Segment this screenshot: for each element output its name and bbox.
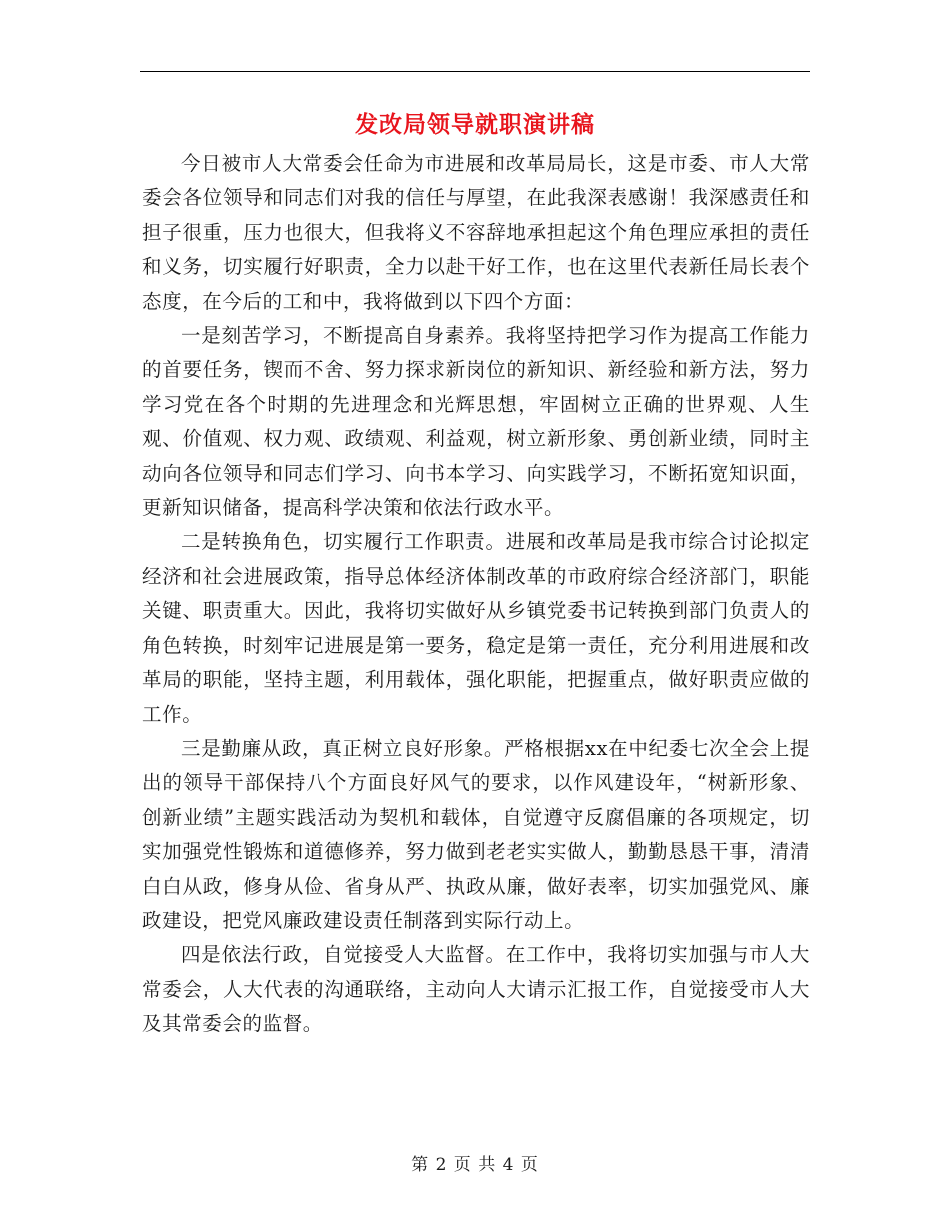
header-rule	[140, 71, 810, 72]
paragraph-point-2: 二是转换角色，切实履行工作职责。进展和改革局是我市综合讨论拟定经济和社会进展政策，指导总体经济体制改革的市政府综合经济部门，职能关键、职责重大。因此，我将切实做好从乡镇党委书记转换到部门负责人的角色转换，时刻牢记进展是第一要务，稳定是第一责任，充分利用进展和改革局的职能，坚持主题，利用载体，强化职能，把握重点，做好职责应做的工作。	[142, 530, 810, 726]
paragraph-intro: 今日被市人大常委会任命为市进展和改革局局长，这是市委、市人大常委会各位领导和同志们对我的信任与厚望，在此我深表感谢！我深感责任和担子很重，压力也很大，但我将义不容辞地承担起这个角色理应承担的责任和义务，切实履行好职责，全力以赴干好工作，也在这里代表新任局长表个态度，在今后的工和中，我将做到以下四个方面：	[142, 152, 810, 313]
paragraph-point-3: 三是勤廉从政，真正树立良好形象。严格根据xx在中纪委七次全会上提出的领导干部保持八个方面良好风气的要求，以作风建设年，“树新形象、创新业绩”主题实践活动为契机和载体，自觉遵守反腐倡廉的各项规定，切实加强党性锻炼和道德修养，努力做到老老实实做人，勤勤恳恳干事，清清白白从政，修身从俭、省身从严、执政从廉，做好表率，切实加强党风、廉政建设，把党风廉政建设责任制落到实际行动上。	[142, 736, 810, 932]
page-number-footer: 第 2 页 共 4 页	[411, 1155, 539, 1175]
document-body	[142, 147, 810, 1042]
paragraph-point-4: 四是依法行政，自觉接受人大监督。在工作中，我将切实加强与市人大常委会，人大代表的沟通联络，主动向人大请示汇报工作，自觉接受市人大及其常委会的监督。	[142, 943, 810, 1036]
paragraph-point-1: 一是刻苦学习，不断提高自身素养。我将坚持把学习作为提高工作能力的首要任务，锲而不舍、努力探求新岗位的新知识、新经验和新方法，努力学习党在各个时期的先进理念和光辉思想，牢固树立正确的世界观、人生观、价值观、权力观、政绩观、利益观，树立新形象、勇创新业绩，同时主动向各位领导和同志们学习、向书本学习、向实践学习，不断拓宽知识面，更新知识储备，提高科学决策和依法行政水平。	[142, 324, 810, 520]
document-title: 发改局领导就职演讲稿	[355, 111, 595, 138]
